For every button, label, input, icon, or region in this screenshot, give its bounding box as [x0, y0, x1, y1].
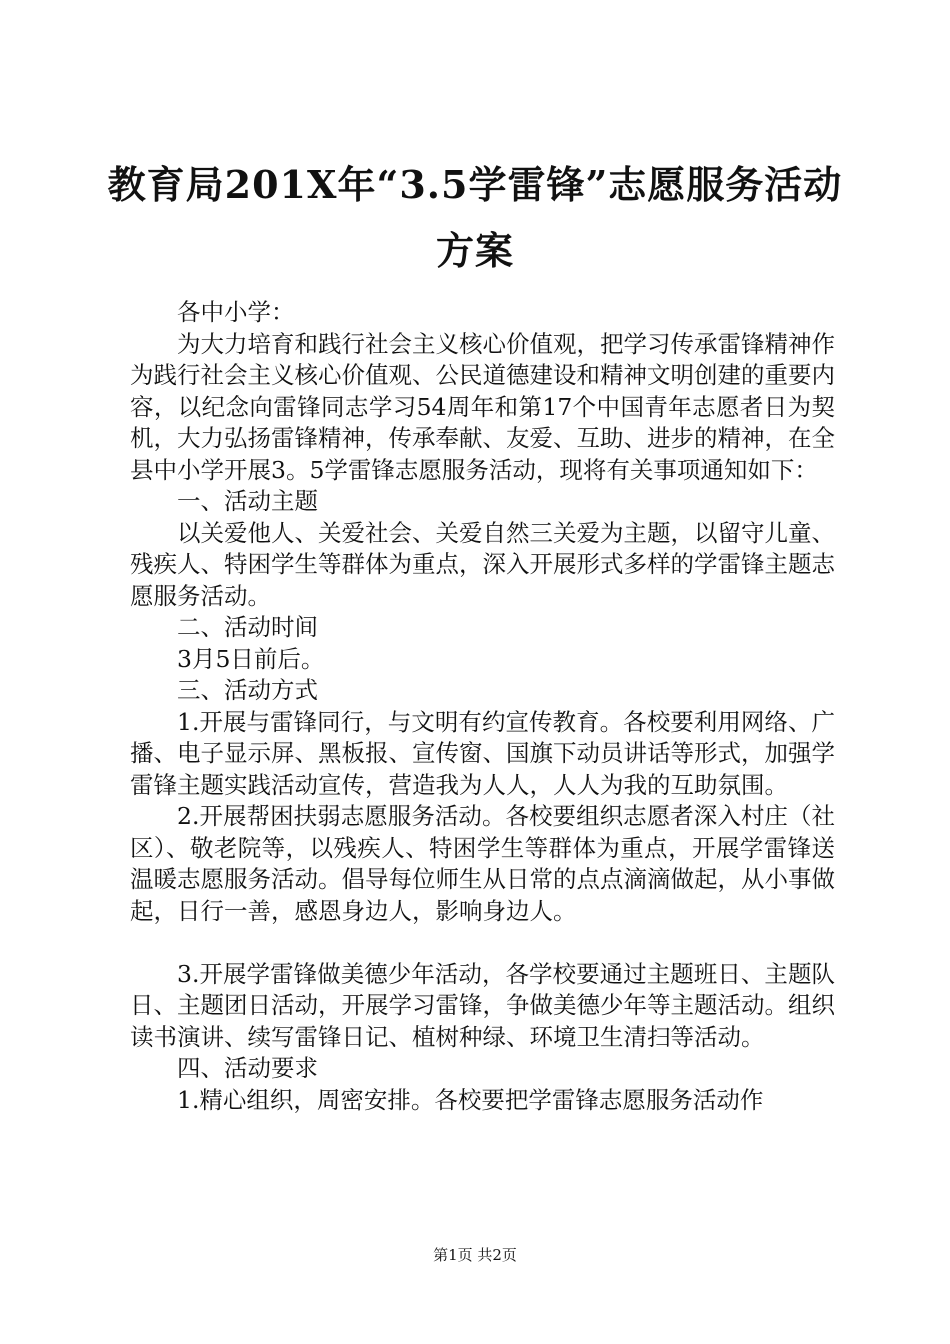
requirement-item-1: 1.精心组织，周密安排。各校要把学雷锋志愿服务活动作	[177, 1085, 764, 1114]
document-title: 教育局201X年“3.5学雷锋”志愿服务活动方案	[107, 162, 843, 273]
page-footer: 第1页 共2页	[433, 1246, 517, 1264]
time-paragraph: 3月5日前后。	[177, 644, 325, 673]
method-item-3: 3.开展学雷锋做美德少年活动，各学校要通过主题班日、主题队日、主题团日活动，开展学习雷锋，争做美德少年等主题活动。组织读书演讲、续写雷锋日记、植树种绿、环境卫生清扫等活动。	[130, 959, 835, 1051]
theme-paragraph: 以关爱他人、关爱社会、关爱自然三关爱为主题，以留守儿童、残疾人、特困学生等群体为重点，深入开展形式多样的学雷锋主题志愿服务活动。	[130, 518, 835, 610]
method-item-2: 2.开展帮困扶弱志愿服务活动。各校要组织志愿者深入村庄（社区）、敬老院等，以残疾人、特困学生等群体为重点，开展学雷锋送温暖志愿服务活动。倡导每位师生从日常的点点滴滴做起，从小事做起，日行一善，感恩身边人，影响身边人。	[130, 802, 835, 925]
document-body	[130, 297, 835, 1116]
intro-paragraph: 为大力培育和践行社会主义核心价值观，把学习传承雷锋精神作为践行社会主义核心价值观、公民道德建设和精神文明创建的重要内容，以纪念向雷锋同志学习54周年和第17个中国青年志愿者日为契机，大力弘扬雷锋精神，传承奉献、友爱、互助、进步的精神，在全县中小学开展3。5学雷锋志愿服务活动，现将有关事项通知如下：	[130, 329, 835, 484]
section-heading-time: 二、活动时间	[177, 613, 318, 641]
section-heading-requirements: 四、活动要求	[177, 1054, 318, 1082]
section-heading-method: 三、活动方式	[177, 676, 318, 704]
salutation: 各中小学：	[177, 298, 295, 326]
method-item-1: 1.开展与雷锋同行，与文明有约宣传教育。各校要利用网络、广播、电子显示屏、黑板报、宣传窗、国旗下动员讲话等形式，加强学雷锋主题实践活动宣传，营造我为人人，人人为我的互助氛围。	[130, 707, 835, 799]
section-heading-theme: 一、活动主题	[177, 487, 318, 515]
